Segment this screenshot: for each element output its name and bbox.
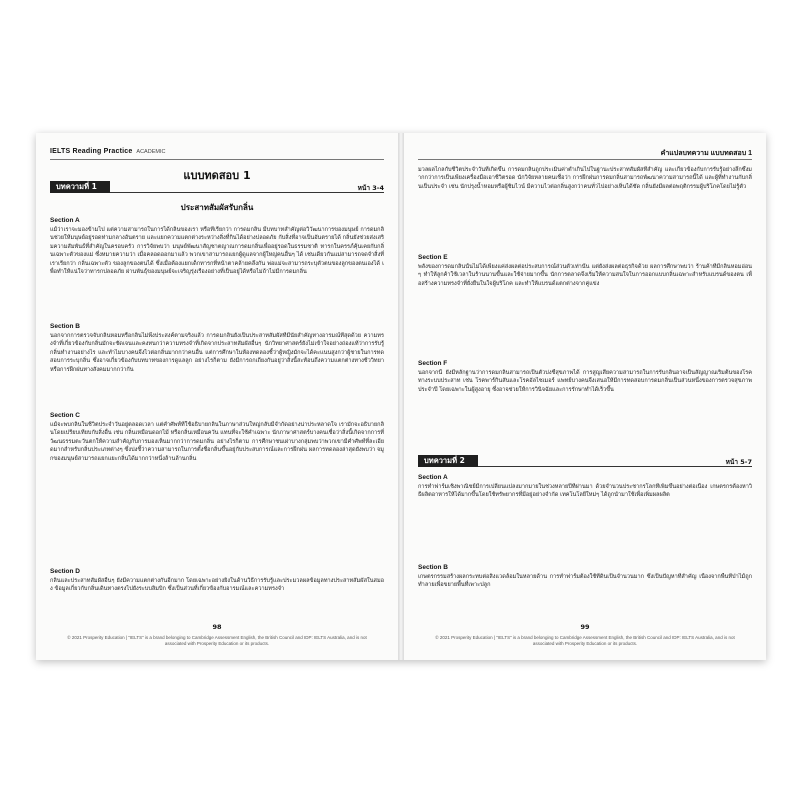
section-heading: Section B: [418, 564, 448, 571]
book-spread: [36, 133, 766, 660]
section-heading: Section E: [418, 254, 448, 261]
copyright-footer: © 2021 Prosperity Education | "IELTS" is a brand belonging to Cambridge Assessment English, the British Council and IDP: IELTS Australia, and is not associated with Prosperity Education or its products.: [67, 635, 367, 646]
section-text: พลังของการดมกลิ่นนั้นไม่ได้เพียงแค่ส่งผลต่อประสบการณ์ส่วนตัวเท่านั้น แต่ยังส่งผลต่อธุรกิจด้วย ผลการศึกษาพบว่า ร้านค้าที่มีกลิ่นหอมอ่อนๆ ทำให้ลูกค้าใช้เวลาในร้านนานขึ้นและใช้จ่ายมากขึ้น นักการตลาดจึงเริ่มให้ความสนใจในการออกแบบกลิ่นเฉพาะสำหรับแบรนด์ของตน เพื่อสร้างความทรงจำที่ยั่งยืนในใจผู้บริโภค และทำให้แบรนด์แตกต่างจากคู่แข่ง: [418, 264, 752, 287]
section-text: แม้ว่าเราจะมองข้ามไป แต่ความสามารถในการได้กลิ่นของเรา หรือที่เรียกว่า การดมกลิ่น มีบทบาทสำคัญต่อวิวัฒนาการของมนุษย์ การดมกลิ่นช่วยให้มนุษย์อยู่รอดท่ามกลางอันตราย และแยกความแตกต่างระหว่างสิ่งที่กินได้อย่างปลอดภัย กับสิ่งที่อาจเป็นอันตรายได้ กลิ่นยังช่วยส่งเสริมความสัมพันธ์ที่สำคัญในครอบครัว การวิจัยพบว่า มนุษย์พัฒนาสัญชาตญาณการดมกลิ่นเพื่ออยู่รอดในธรรมชาติ ทารกในครรภ์คุ้นเคยกับกลิ่นเฉพาะตัวของแม่ ซึ่งหมายความว่า เมื่อคลอดออกมาแล้ว พวกเขาสามารถแยกผู้ดูแลจากผู้ใหญ่คนอื่นๆ ได้ เช่นเดียวกันแม่สามารถจดจำสิ่งที่เราเรียกว่า กลิ่นเฉพาะตัว ของลูกของตนได้ ซึ่งเมื่อต้องแยกเด็กทารกที่หน้าตาคล้ายคลึงกัน พ่อแม่จะสามารถระบุตัวตนของลูกของตนเองได้ เพื่อทำให้แน่ใจว่าทารกปลอดภัย ผ่านพันธุ์ของมนุษย์จะเจริญรุ่งเรืองอย่างที่เป็นอยู่ได้หรือไม่ถ้าไม่มีการดมกลิ่น: [50, 227, 384, 276]
running-header-left: [50, 148, 165, 155]
header-rule: [50, 159, 384, 160]
section-heading: Section A: [418, 474, 448, 481]
passage-page-ref: หน้า 3-4: [357, 184, 384, 192]
passage-page-ref: หน้า 5-7: [725, 458, 752, 466]
section-text: นอกจากนี้ ยังมีหลักฐานว่าการดมกลิ่นสามารถเป็นตัวบ่งชี้สุขภาพได้ การสูญเสียความสามารถในการรับกลิ่นอาจเป็นสัญญาณเริ่มต้นของโรคทางระบบประสาท เช่น โรคพาร์กินสันและโรคอัลไซเมอร์ แพทย์บางคนจึงเสนอให้มีการทดสอบการดมกลิ่นเป็นส่วนหนึ่งของการตรวจสุขภาพประจำปี โดยเฉพาะในผู้สูงอายุ ซึ่งอาจช่วยให้การวินิจฉัยและการรักษาทำได้เร็วขึ้น: [418, 370, 752, 393]
section-text: การทำฟาร์มเชิงพาณิชย์มีการเปลี่ยนแปลงมากมายในช่วงหลายปีที่ผ่านมา ด้วยจำนวนประชากรโลกที่เพิ่มขึ้นอย่างต่อเนื่อง เกษตรกรต้องหาวิธีผลิตอาหารให้ได้มากขึ้นโดยใช้ทรัพยากรที่มีอยู่อย่างจำกัด เทคโนโลยีใหม่ๆ ได้ถูกนำมาใช้เพื่อเพิ่มผลผลิต: [418, 484, 752, 499]
running-header-right: คำแปลบทความ แบบทดสอบ 1: [660, 150, 752, 157]
section-heading: Section D: [50, 568, 80, 575]
left-page: [36, 133, 398, 660]
passage-label: บทความที่ 2: [418, 455, 478, 467]
page-number: 98: [212, 623, 222, 631]
section-text: กลิ่นและประสาทสัมผัสอื่นๆ ยังมีความแตกต่างกันอีกมาก โดยเฉพาะอย่างยิ่งในด้านวิธีการรับรู้และประมวลผลข้อมูลทางประสาทสัมผัสในสมอง ข้อมูลเกี่ยวกับกลิ่นเดินทางตรงไปยังระบบลิมบิก ซึ่งเป็นส่วนที่เกี่ยวข้องกับอารมณ์และความทรงจำ: [50, 578, 384, 593]
test-title: แบบทดสอบ 1: [183, 169, 251, 182]
section-text: แม้จะพบกลิ่นในชีวิตประจำวันอยู่ตลอดเวลา แต่คำศัพท์ที่ใช้อธิบายกลิ่นในภาษาส่วนใหญ่กลับมีจำกัดอย่างน่าประหลาดใจ เรามักจะอธิบายกลิ่นโดยเปรียบเทียบกับสิ่งอื่น เช่น กลิ่นเหมือนดอกไม้ หรือกลิ่นเหมือนควัน แทนที่จะใช้คำเฉพาะ นักภาษาศาสตร์บางคนเชื่อว่าสิ่งนี้เกิดจากการที่วัฒนธรรมตะวันตกให้ความสำคัญกับการมองเห็นมากกว่าการดมกลิ่น อย่างไรก็ตาม การศึกษาชนเผ่าบางกลุ่มพบว่าพวกเขามีคำศัพท์ที่ละเอียดมากสำหรับกลิ่นประเภทต่างๆ ซึ่งบ่งชี้ว่าความสามารถในการตั้งชื่อกลิ่นขึ้นอยู่กับประสบการณ์และการฝึกฝน ผลการทดลองล่าสุดยังพบว่า จมูกของมนุษย์สามารถแยกแยะกลิ่นได้มากกว่าหนึ่งล้านล้านกลิ่น: [50, 422, 384, 462]
section-text: นอกจากการตรวจจับกลิ่นหอมหรือกลิ่นไม่พึงประสงค์ตามจริงแล้ว การดมกลิ่นยังเป็นประสาทสัมผัสที่มีนัยสำคัญทางอารมณ์ที่สุดด้วย ความทรงจำที่เกี่ยวข้องกับกลิ่นมักจะชัดเจนและคงทนกว่าความทรงจำที่เกิดจากประสาทสัมผัสอื่นๆ นักวิทยาศาสตร์ยังไม่เข้าใจอย่างถ่องแท้ว่าการรับรู้กลิ่นทำงานอย่างไร และทำไมบางคนจึงไวต่อกลิ่นมากกว่าคนอื่น แต่การศึกษาในห้องทดลองชี้ว่าผู้หญิงมักจะได้คะแนนสูงกว่าผู้ชายในการทดสอบการระบุกลิ่น ซึ่งอาจเกี่ยวข้องกับบทบาทของการดูแลลูก อย่างไรก็ตาม ยังมีการถกเถียงกันอยู่ว่าสิ่งนี้สะท้อนถึงความแตกต่างทางชีววิทยาหรือการฝึกฝนทางสังคมมากกว่ากัน: [50, 333, 384, 373]
copyright-footer: © 2021 Prosperity Education | "IELTS" is a brand belonging to Cambridge Assessment English, the British Council and IDP: IELTS Australia, and is not associated with Prosperity Education or its products.: [435, 635, 735, 646]
right-page: [404, 133, 766, 660]
section-heading: Section F: [418, 360, 448, 367]
passage-subtitle: ประสาทสัมผัสรับกลิ่น: [180, 203, 254, 212]
section-text: เกษตรกรรมสร้างผลกระทบต่อสิ่งแวดล้อมในหลายด้าน การทำฟาร์มต้องใช้ที่ดินเป็นจำนวนมาก ซึ่งเป็นปัญหาที่สำคัญ เนื่องจากพื้นที่ป่าไม้ถูกทำลายเพื่อขยายพื้นที่เพาะปลูก: [418, 574, 752, 589]
section-heading: Section B: [50, 323, 80, 330]
series-subtitle: ACADEMIC: [136, 149, 166, 155]
page-number: 99: [580, 623, 590, 631]
section-heading: Section C: [50, 412, 80, 419]
header-rule: [418, 159, 752, 160]
passage-label: บทความที่ 1: [50, 181, 110, 193]
continued-text: มวลผลไกลกับชีวิตประจำวันที่เกิดขึ้น การดมกลิ่นถูกประเมินค่าต่ำเกินไปในฐานะประสาทสัมผัสที่สำคัญ และเกี่ยวข้องกับการรับรู้อย่างลึกซึ้งมากกว่าการเป็นเพียงเครื่องมือเอาชีวิตรอด นักวิจัยหลายคนเชื่อว่า การฝึกฝนการดมกลิ่นสามารถพัฒนาความสามารถนี้ได้ และผู้ที่ทำงานกับกลิ่นเป็นประจำ เช่น นักปรุงน้ำหอมหรือผู้ชิมไวน์ มีความไวต่อกลิ่นสูงกว่าคนทั่วไปอย่างเห็นได้ชัด กลิ่นยังมีผลต่อพฤติกรรมผู้บริโภคโดยไม่รู้ตัว: [418, 167, 752, 190]
series-title: IELTS Reading Practice: [50, 148, 133, 155]
section-heading: Section A: [50, 217, 80, 224]
